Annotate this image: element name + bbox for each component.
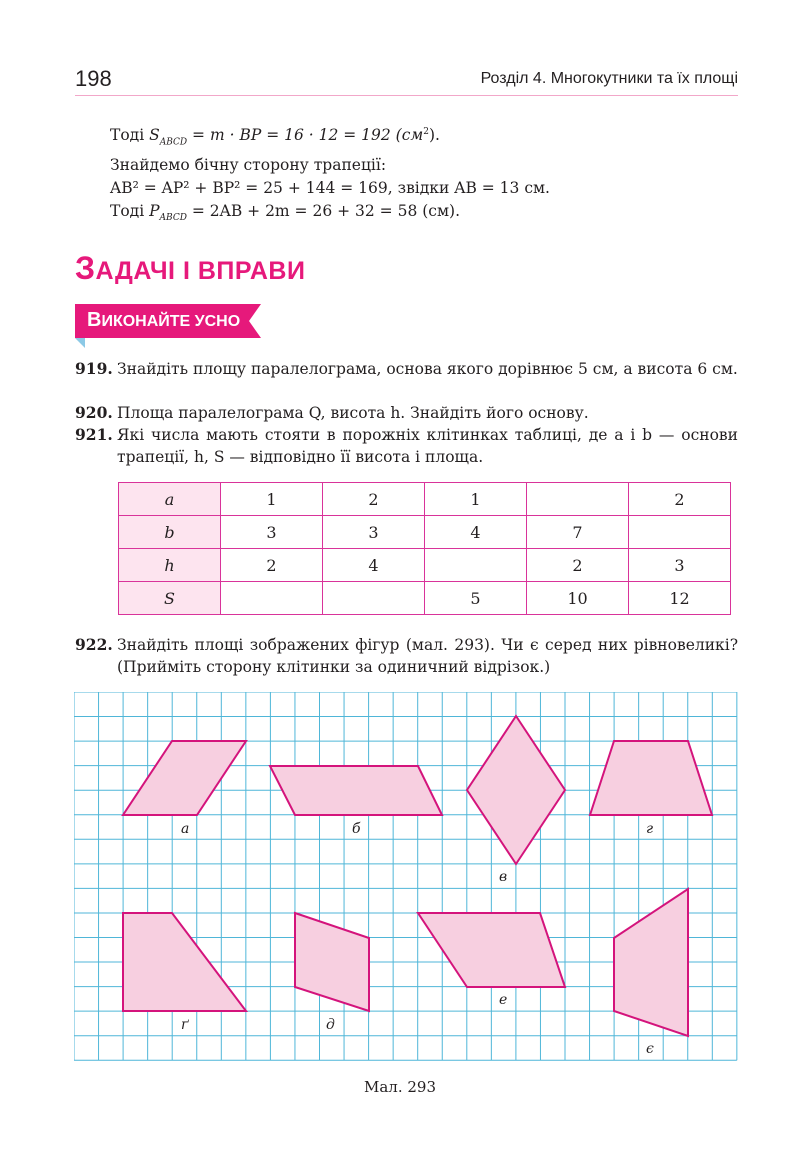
section-title: ЗАДАЧІ І ВПРАВИ (75, 250, 306, 286)
header-divider (75, 95, 738, 96)
table-cell: 4 (425, 516, 527, 549)
table-cell: 2 (323, 483, 425, 516)
table-cell: 3 (629, 549, 731, 582)
shape-b (270, 766, 442, 815)
task-text: Які числа мають стояти в порожніх клітинках таблиці, де a і b — основи трапеції, h, S — відповідно її висота і площа. (117, 426, 738, 466)
table-cell (527, 483, 629, 516)
table-cell (425, 549, 527, 582)
shape-e (418, 913, 565, 987)
solution-block (110, 121, 740, 230)
task-919 (75, 358, 738, 380)
label-ye: є (646, 1041, 654, 1057)
page-number: 198 (75, 66, 112, 91)
solution-line-1: Тоді $S_{ABCD} = m$ · BP = 16 · 12 = 192 $(см^2)$. (110, 126, 440, 148)
table-row (119, 483, 731, 516)
label-v: в (499, 869, 508, 885)
table-cell: 3 (323, 516, 425, 549)
solution-line-2: Знайдемо бічну сторону трапеції: (110, 156, 387, 175)
grid-figure (74, 692, 738, 1062)
task-number: 921. (75, 425, 113, 444)
task-921 (75, 424, 738, 468)
row-label: h (119, 549, 221, 582)
shape-d (295, 913, 369, 1011)
page-header (75, 66, 738, 96)
table-cell: 2 (527, 549, 629, 582)
task-number: 922. (75, 635, 113, 654)
table-cell: 4 (323, 549, 425, 582)
label-e: е (499, 992, 508, 1008)
table-cell: 5 (425, 582, 527, 615)
label-d: д (326, 1017, 335, 1033)
table-row (119, 582, 731, 615)
shape-a (123, 741, 246, 815)
task-text: Площа паралелограма Q, висота h. Знайдіть його основу. (117, 404, 589, 422)
task-text: Знайдіть площі зображених фігур (мал. 293). Чи є серед них рівновеликі? (Прийміть сторону клітинки за одиничний відрізок.) (117, 636, 738, 676)
table-row (119, 549, 731, 582)
chapter-title: Розділ 4. Многокутники та їх площі (480, 70, 738, 87)
row-label: a (119, 483, 221, 516)
table-cell (221, 582, 323, 615)
table-cell: 10 (527, 582, 629, 615)
figure-caption: Мал. 293 (364, 1078, 436, 1096)
task-922 (75, 634, 738, 678)
table-cell: 1 (221, 483, 323, 516)
solution-line-3: AB² = AP² + BP² = 25 + 144 = 169, звідки AB = 13 см. (110, 179, 550, 198)
label-a: а (181, 821, 190, 837)
table-row (119, 516, 731, 549)
shape-g (590, 741, 712, 815)
figure-293 (74, 692, 738, 1066)
solution-line-4: Тоді $P_{ABCD} = 2AB + 2m = 26 + 32 = 58$ (см). (110, 202, 461, 224)
table-cell (323, 582, 425, 615)
task-920 (75, 402, 738, 424)
row-label: S (119, 582, 221, 615)
row-label: b (119, 516, 221, 549)
label-g-ukr: ґ (181, 1017, 189, 1033)
task-text: Знайдіть площу паралелограма, основа якого дорівнює 5 см, а висота 6 см. (117, 360, 738, 378)
table-cell: 12 (629, 582, 731, 615)
task-number: 919. (75, 359, 113, 378)
table-cell: 3 (221, 516, 323, 549)
shape-v (467, 716, 565, 864)
table-cell: 7 (527, 516, 629, 549)
task-number: 920. (75, 403, 113, 422)
table-cell: 2 (221, 549, 323, 582)
oral-exercises-banner: ВИКОНАЙТЕ УСНО (75, 304, 261, 338)
label-b: б (352, 821, 361, 837)
table-cell: 1 (425, 483, 527, 516)
trapezoid-table (118, 482, 731, 615)
table-cell (629, 516, 731, 549)
table-cell: 2 (629, 483, 731, 516)
label-g: г (646, 821, 654, 837)
shape-ye (614, 889, 688, 1036)
